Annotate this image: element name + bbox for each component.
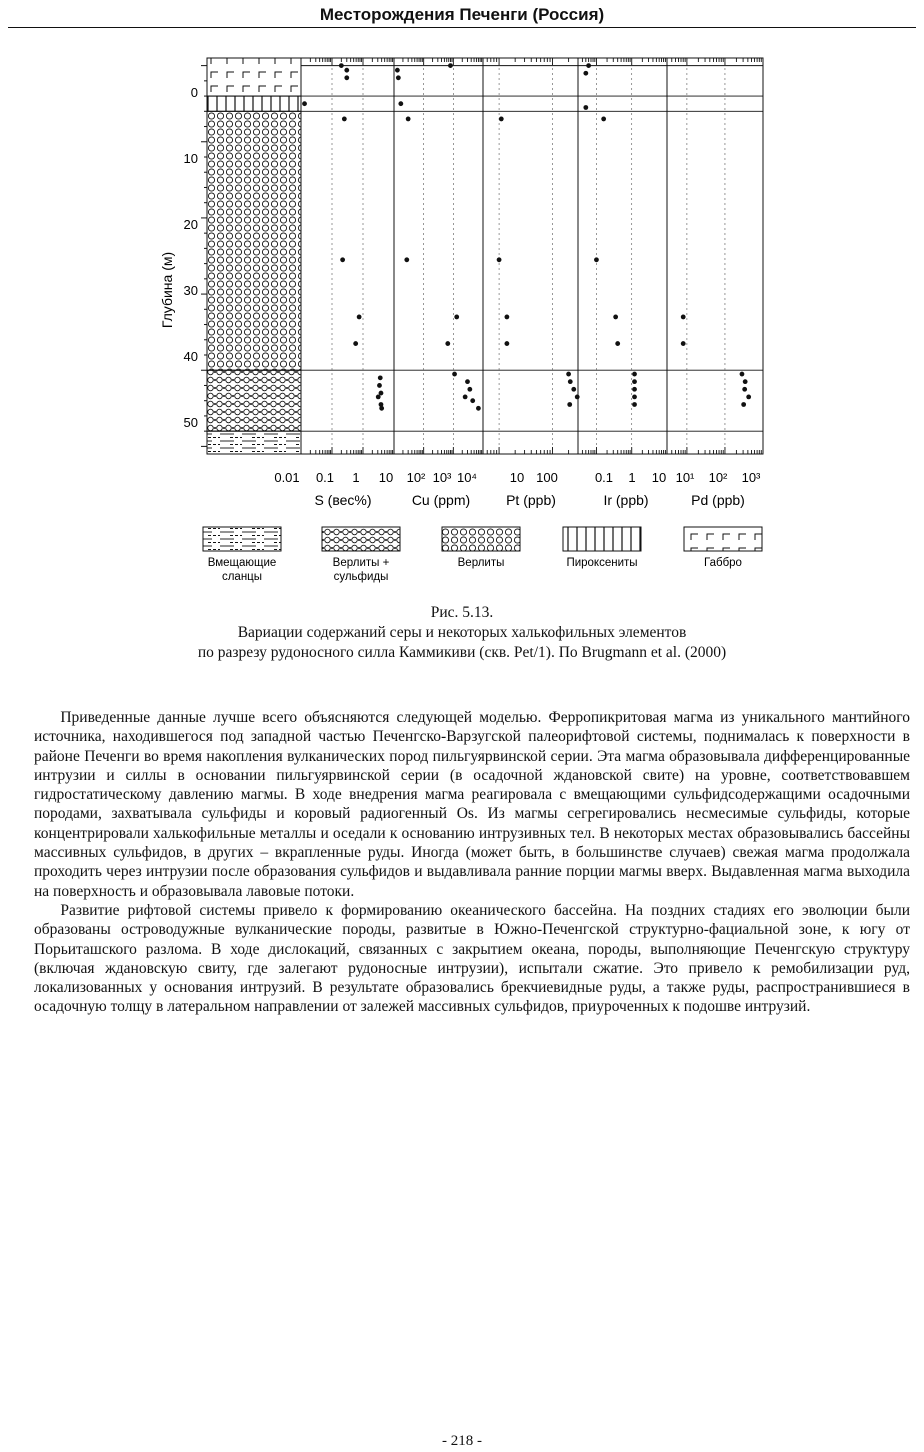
cu-tick-label: 10⁴: [456, 470, 478, 485]
data-point-s: [378, 375, 383, 380]
legend-label-gabbro: Габбро: [704, 557, 742, 569]
figure-number: Рис. 5.13.: [430, 604, 494, 621]
lithology-unit: [207, 58, 301, 96]
data-point-cu: [452, 372, 457, 377]
data-point-ir: [583, 71, 588, 76]
depth-tick-label: 40: [183, 349, 198, 364]
data-point-ir: [583, 105, 588, 110]
data-point-ir: [632, 379, 637, 384]
running-header-title: Месторождения Печенги (Россия): [319, 5, 605, 24]
data-point-s: [353, 341, 358, 346]
data-point-s: [379, 406, 384, 411]
data-point-cu: [465, 379, 470, 384]
legend-item-pyroxenite: [563, 527, 641, 569]
caption-line-1: Вариации содержаний серы и некоторых халькофильных элементов: [237, 624, 687, 641]
figure-caption: [0, 603, 924, 663]
data-point-pd: [746, 394, 751, 399]
cu-tick-label: 10³: [432, 470, 452, 485]
data-point-cu: [470, 398, 475, 403]
cu-tick-label: 10²: [406, 470, 426, 485]
s-tick-label: 0.01: [274, 470, 300, 485]
data-point-cu: [396, 75, 401, 80]
legend-swatch-shale: [203, 527, 281, 551]
legend-item-gabbro: [684, 527, 762, 569]
data-point-ir: [601, 117, 606, 122]
pd-axis-label: Pd (ppb): [691, 492, 745, 508]
data-point-s: [302, 101, 307, 106]
data-point-pt: [568, 379, 573, 384]
data-point-s: [339, 63, 344, 68]
panel-labels: [314, 492, 744, 508]
lithology-column: [207, 58, 301, 454]
data-point-ir: [632, 372, 637, 377]
legend-item-wehrlite: [442, 527, 520, 569]
data-point-s: [342, 117, 347, 122]
depth-axis-label: Глубина (м): [159, 251, 175, 329]
s-tick-label: 1: [352, 470, 360, 485]
data-point-pt: [575, 394, 580, 399]
legend-label-wehrlite: Верлиты: [457, 557, 505, 569]
s-tick-label: 10: [378, 470, 394, 485]
data-point-pd: [740, 372, 745, 377]
pd-tick-label: 10¹: [675, 470, 695, 485]
data-point-ir: [613, 315, 618, 320]
s-axis-label: S (вес%): [314, 492, 372, 508]
body-text: [34, 708, 910, 1017]
legend-label-wehrlite-sulfide: Верлиты + сульфиды: [332, 557, 390, 583]
data-point-ir: [586, 63, 591, 68]
figure-5-13: [0, 40, 924, 595]
data-point-pt: [497, 257, 502, 262]
depth-tick-label: 0: [190, 85, 198, 100]
data-point-cu: [406, 117, 411, 122]
data-point-ir: [632, 402, 637, 407]
legend-label-shale: Вмещающие сланцы: [207, 557, 277, 583]
cu-axis-label: Cu (ppm): [411, 492, 471, 508]
legend: [203, 527, 762, 583]
data-point-cu: [454, 315, 459, 320]
pt-tick-label: 100: [536, 470, 558, 485]
running-header: [0, 0, 924, 28]
data-point-s: [377, 383, 382, 388]
page-number: - 218 -: [442, 1433, 482, 1449]
data-point-ir: [632, 387, 637, 392]
data-point-ir: [615, 341, 620, 346]
data-point-pt: [499, 117, 504, 122]
data-point-cu: [404, 257, 409, 262]
data-point-cu: [467, 387, 472, 392]
legend-swatch-gabbro: [684, 527, 762, 551]
ir-tick-label: 10: [651, 470, 667, 485]
depth-tick-label: 30: [183, 283, 198, 298]
pd-tick-label: 10²: [708, 470, 728, 485]
legend-swatch-wehrlite: [442, 527, 520, 551]
x-tick-labels: [274, 470, 761, 485]
data-point-cu: [395, 68, 400, 73]
depth-axis: [159, 85, 198, 430]
caption-line-2: по разрезу рудоносного силла Каммикиви (скв. Pet/1). По Brugmann et al. (2000): [197, 644, 727, 661]
pd-tick-label: 10³: [741, 470, 761, 485]
data-point-pd: [743, 379, 748, 384]
data-point-pt: [566, 372, 571, 377]
pt-axis-label: Pt (ppb): [506, 492, 556, 508]
ir-tick-label: 0.1: [594, 470, 614, 485]
lithology-unit: [207, 96, 301, 111]
data-point-s: [340, 257, 345, 262]
s-tick-label: 0.1: [315, 470, 335, 485]
data-point-pd: [742, 387, 747, 392]
depth-tick-label: 20: [183, 217, 198, 232]
unit-boundary-lines: [301, 66, 763, 432]
data-point-pt: [504, 341, 509, 346]
data-point-s: [344, 75, 349, 80]
lithology-unit: [207, 111, 301, 370]
data-point-s: [376, 394, 381, 399]
data-point-pd: [681, 341, 686, 346]
data-point-s: [344, 68, 349, 73]
data-point-cu: [448, 63, 453, 68]
ir-axis-label: Ir (ppb): [603, 492, 649, 508]
legend-swatch-pyroxenite: [563, 527, 641, 551]
paragraph: Развитие рифтовой системы привело к формированию океанического бассейна. На поздних стадиях его эволюции были образованы островодужные вулканические породы, развитые в Южно-Печенгской структурно-фациальной зоне, к югу от Порьиташского разлома. В ходе дислокаций, связанных с закрытием океана, породы, выполняющие Печенгскую структуру (включая ждановскую свиту, где залегают рудоносные интрузии), испытали сжатие. Это привело к ремобилизации руд, локализованных у основания интрузий. В результате образовались брекчиевидные руды, а также руды, распространившиеся в осадочную толщу в латеральном направлении от залежей массивных сульфидов, приуроченных к подошве интрузий.: [34, 901, 910, 1016]
data-point-cu: [476, 406, 481, 411]
ir-tick-label: 1: [628, 470, 636, 485]
legend-item-wehrlite-sulfide: [322, 527, 400, 583]
lithology-unit: [207, 370, 301, 431]
panel-gridlines: [332, 58, 763, 454]
depth-tick-label: 50: [183, 415, 198, 430]
data-point-ir: [632, 394, 637, 399]
pt-tick-label: 10: [509, 470, 525, 485]
data-point-s: [357, 315, 362, 320]
header-rule: [8, 27, 916, 28]
paragraph: Приведенные данные лучше всего объясняются следующей моделью. Ферропикритовая магма из уникального мантийного источника, находившегося под западной частью Печенгско-Варзугской палеорифтовой системы, поднималась к поверхности в районе Печенги во время накопления вулканических пород пильгуярвинской серии. Эта магма образовывала дифференцированные интрузии и силлы в основании пильгуярвинской серии (в осадочной ждановской свите) на уровне, соответствовавшем гидростатическому давлению магмы. В ходе внедрения магма реагировала с вмещающими сульфидсодержащими осадочными породами, захватывала сульфиды и коровый радиогенный Os. Из магмы сегрегировались несмесимые сульфиды, которые концентрировали халькофильные металлы и оседали к основанию интрузивных тел. В некоторых местах образовывались бассейны массивных сульфидов, в других – вкрапленные руды. Иногда (может быть, в большинстве случаев) свежая магма продолжала проходить через интрузии после образования сульфидов и выдавливала ранние порции магмы вверх. Выдавленная магма выходила на поверхность и образовывала лавовые потоки.: [34, 709, 910, 900]
data-point-pt: [567, 402, 572, 407]
legend-label-pyroxenite: Пироксениты: [566, 557, 638, 569]
data-points: [302, 63, 751, 410]
data-point-cu: [398, 101, 403, 106]
data-point-pt: [571, 387, 576, 392]
data-point-pt: [504, 315, 509, 320]
depth-tick-label: 10: [183, 151, 198, 166]
data-point-cu: [463, 394, 468, 399]
data-point-pd: [681, 315, 686, 320]
legend-item-shale: [203, 527, 281, 583]
data-point-ir: [594, 257, 599, 262]
legend-swatch-wehrlite-sulfide: [322, 527, 400, 551]
lithology-unit: [207, 431, 301, 454]
data-point-pd: [741, 402, 746, 407]
data-point-cu: [445, 341, 450, 346]
